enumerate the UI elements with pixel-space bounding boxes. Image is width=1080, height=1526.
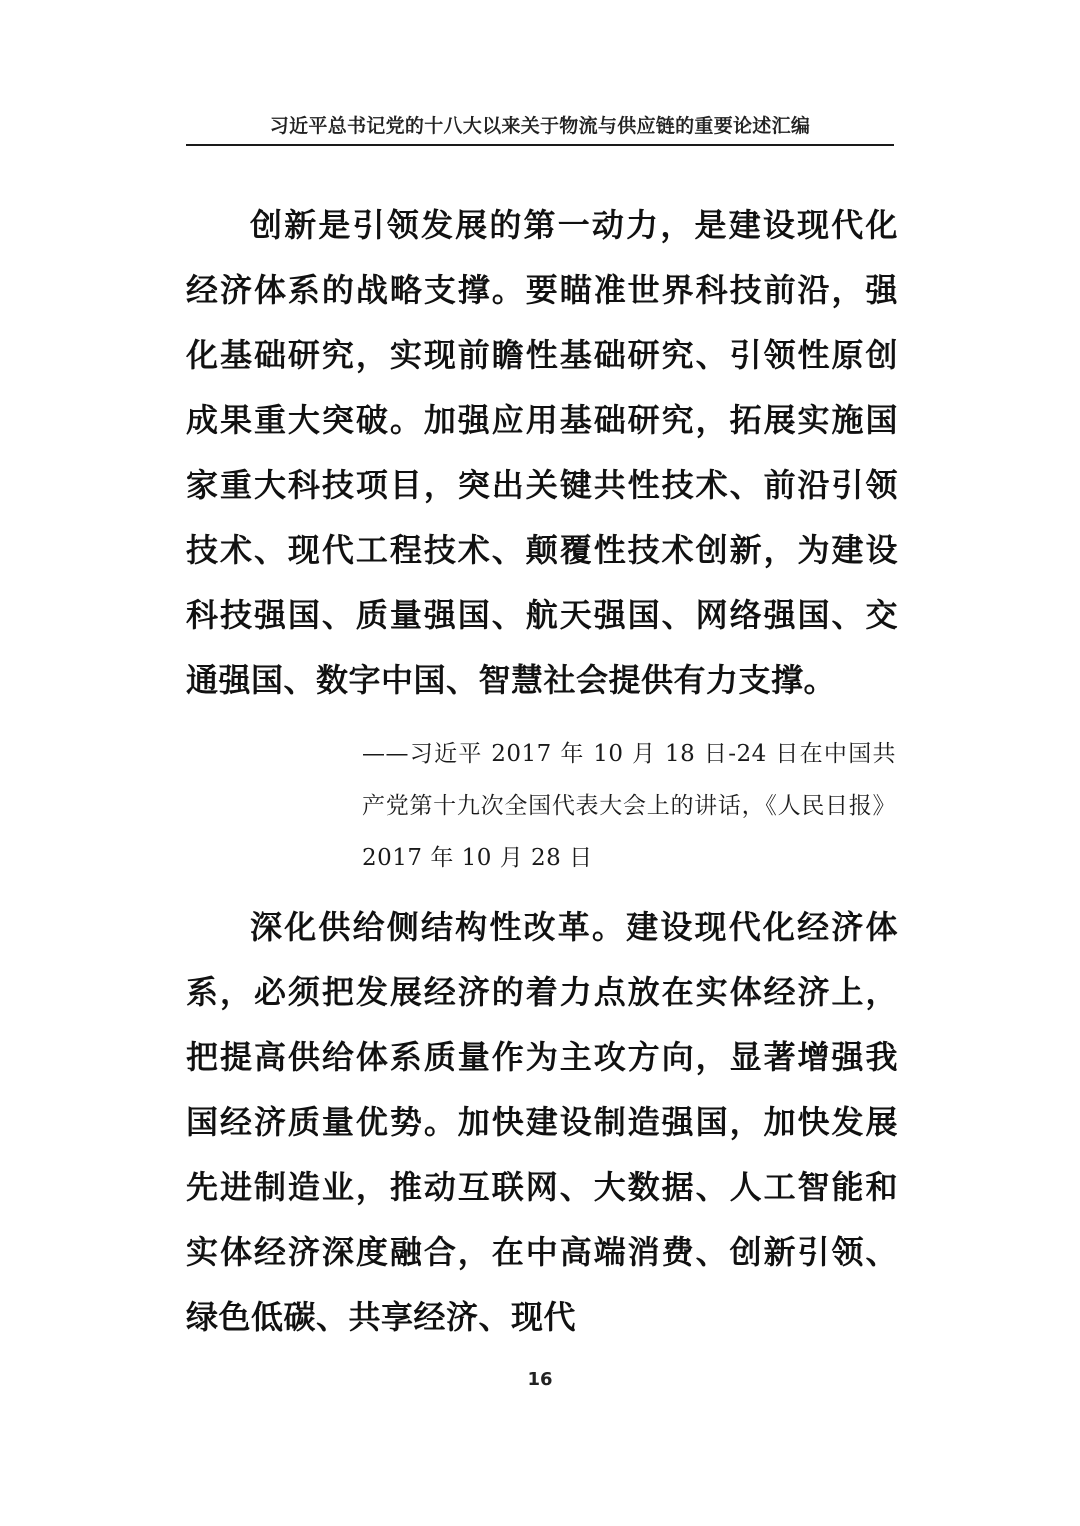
body-paragraph-supply-side-reform: 深化供给侧结构性改革。建设现代化经济体系，必须把发展经济的着力点放在实体经济上，把提高供给体系质量作为主攻方向，显著增强我国经济质量优势。加快建设制造强国，加快发展先进制造业，推动互联网、大数据、人工智能和实体经济深度融合，在中高端消费、创新引领、绿色低碳、共享经济、现代	[186, 908, 898, 1336]
source-citation: ——习近平 2017 年 10 月 18 日-24 日在中国共产党第十九次全国代表大会上的讲话，《人民日报》2017 年 10 月 28 日	[362, 741, 896, 871]
page-number: 16	[527, 1369, 553, 1390]
body-paragraph-innovation: 创新是引领发展的第一动力，是建设现代化经济体系的战略支撑。要瞄准世界科技前沿，强化基础研究，实现前瞻性基础研究、引领性原创成果重大突破。加强应用基础研究，拓展实施国家重大科技项目，突出关键共性技术、前沿引领技术、现代工程技术、颠覆性技术创新，为建设科技强国、质量强国、航天强国、网络强国、交通强国、数字中国、智慧社会提供有力支撑。	[186, 206, 898, 699]
running-header: 习近平总书记党的十八大以来关于物流与供应链的重要论述汇编	[186, 112, 894, 146]
